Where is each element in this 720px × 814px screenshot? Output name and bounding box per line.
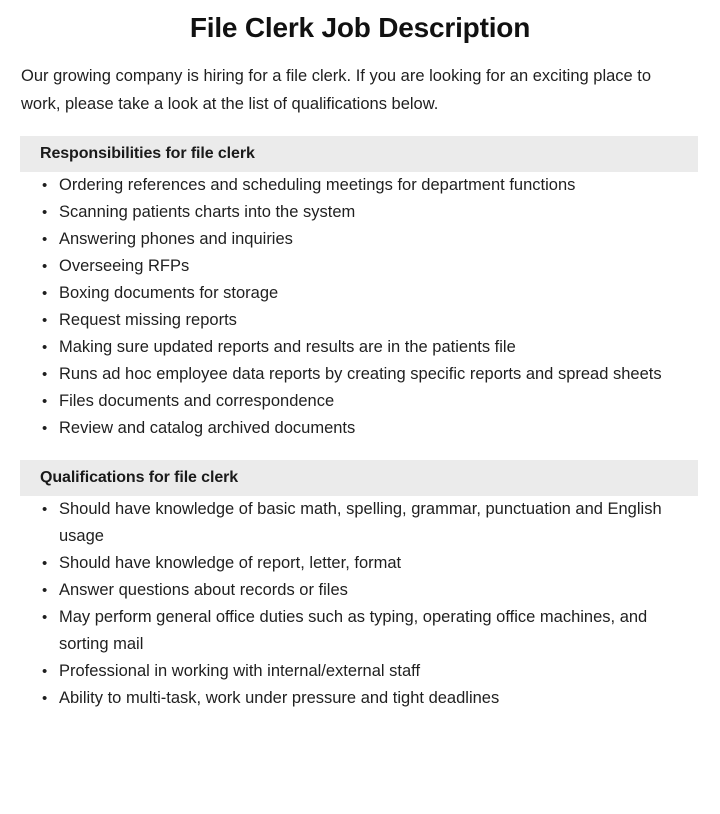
page-title: File Clerk Job Description [189,12,531,43]
list-item: • Should have knowledge of report, letter, format [0,550,720,577]
responsibilities-list [0,172,720,442]
list-item: • Professional in working with internal/external staff [0,658,720,685]
list-item: • Scanning patients charts into the system [0,199,720,226]
list-item: • Files documents and correspondence [0,388,720,415]
list-item: • Making sure updated reports and results are in the patients file [0,334,720,361]
list-item: • Runs ad hoc employee data reports by creating specific reports and spread sheets [0,361,720,388]
list-item: • May perform general office duties such as typing, operating office machines, and sorting mail [0,604,720,658]
section-responsibilities [0,136,720,442]
list-item: • Review and catalog archived documents [0,415,720,442]
qualifications-list [0,496,720,712]
section-qualifications [0,460,720,712]
list-item: • Ordering references and scheduling meetings for department functions [0,172,720,199]
list-item: • Answering phones and inquiries [0,226,720,253]
intro-paragraph: Our growing company is hiring for a file clerk. If you are looking for an exciting place to work, please take a look at the list of qualifications below. [21,67,652,113]
list-item: • Ability to multi-task, work under pressure and tight deadlines [0,685,720,712]
list-item: • Answer questions about records or files [0,577,720,604]
list-item: • Request missing reports [0,307,720,334]
list-item: • Boxing documents for storage [0,280,720,307]
section-heading-responsibilities: Responsibilities for file clerk [20,136,698,172]
section-heading-qualifications: Qualifications for file clerk [20,460,698,496]
list-item: • Overseeing RFPs [0,253,720,280]
list-item: • Should have knowledge of basic math, spelling, grammar, punctuation and English usage [0,496,720,550]
